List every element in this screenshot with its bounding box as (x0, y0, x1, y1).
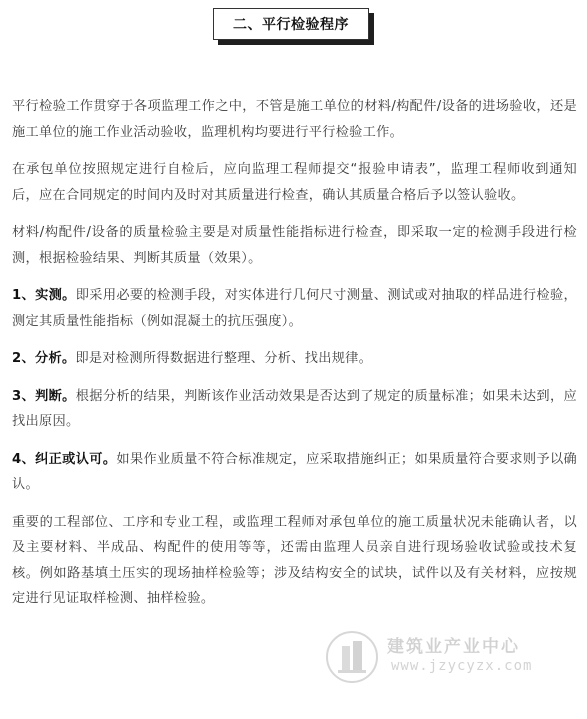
paragraph-intro: 平行检验工作贯穿于各项监理工作之中，不管是施工单位的材料/构配件/设备的进场验收，还是施工单位的施工作业活动验收，监理机构均要进行平行检验工作。 (12, 99, 577, 140)
paragraph-self-check: 在承包单位按照规定进行自检后，应向监理工程师提交“报验申请表”，监理工程师收到通知后，应在合同规定的时间内及时对其质量进行检查，确认其质量合格后予以签认验收。 (12, 162, 577, 203)
step-analyze (12, 346, 577, 372)
step-measure (12, 283, 577, 334)
paragraph-quality-inspection: 材料/构配件/设备的质量检验主要是对质量性能指标进行检查，即采取一定的检测手段进行检测，根据检验结果、判断其质量（效果）。 (12, 225, 577, 266)
step-measure-label: 1、实测。 (12, 288, 76, 303)
site-watermark (325, 628, 575, 688)
section-title-box (213, 8, 371, 42)
watermark-url: www.jzycyzx.com (391, 658, 533, 674)
step-judge (12, 384, 577, 435)
step-correct-text: 如果作业质量不符合标准规定，应采取措施纠正；如果质量符合要求则予以确认。 (12, 451, 577, 492)
step-judge-label: 3、判断。 (12, 388, 76, 404)
step-correct (12, 447, 577, 498)
article-body (12, 94, 577, 624)
step-measure-text: 即采用必要的检测手段，对实体进行几何尺寸测量、测试或对抽取的样品进行检验，测定其质量性能指标（例如混凝土的抗压强度）。 (12, 288, 577, 329)
paragraph-key-parts: 重要的工程部位、工序和专业工程，或监理工程师对承包单位的施工质量状况未能确认者，以及主要材料、半成品、构配件的使用等等，还需由监理人员亲自进行现场验收试验或技术复核。例如路基填土压实的现场抽样检验等；涉及结构安全的试块，试件以及有关材料，应按规定进行见证取样检测、抽样检验。 (12, 514, 577, 606)
step-judge-text: 根据分析的结果，判断该作业活动效果是否达到了规定的质量标准；如果未达到，应找出原因。 (12, 388, 577, 429)
watermark-title: 建筑业产业中心 (387, 637, 520, 657)
section-title: 二、平行检验程序 (213, 8, 369, 40)
step-correct-label: 4、纠正或认可。 (12, 451, 117, 467)
step-analyze-text: 即是对检测所得数据进行整理、分析、找出规律。 (75, 351, 373, 366)
building-logo-icon (325, 630, 379, 684)
step-analyze-label: 2、分析。 (12, 351, 76, 366)
